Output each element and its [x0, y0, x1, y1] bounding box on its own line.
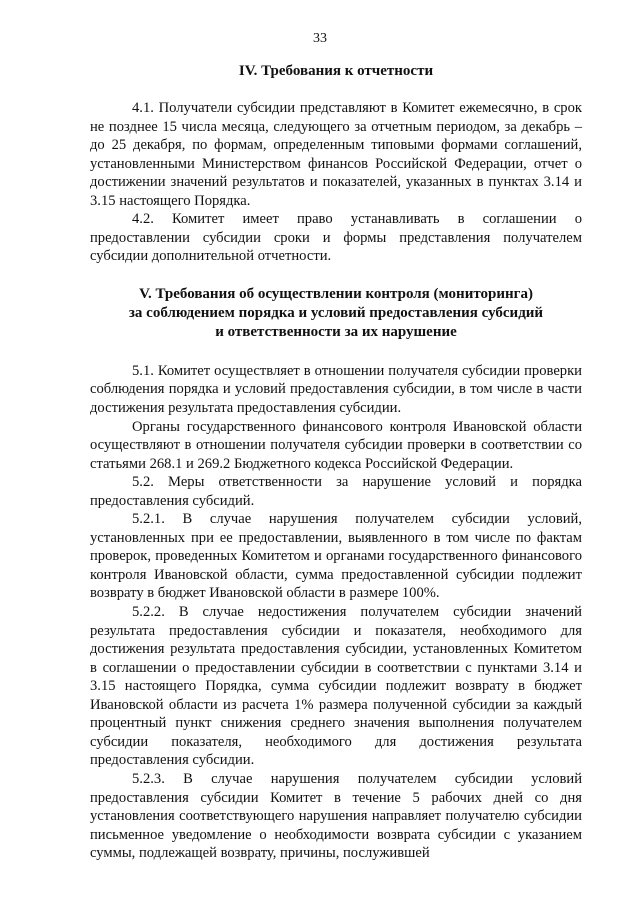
section-5-heading-line-1: V. Требования об осуществлении контроля (мониторинга)	[139, 285, 533, 302]
section-5-body	[90, 362, 582, 863]
paragraph-5-2-3: 5.2.3. В случае нарушения получателем субсидии условий предоставления субсидии Комитет в течение 5 рабочих дней со дня установления соответствующего нарушения направляет получателю субсидии письменное уведомление о необходимости возврата субсидии с указанием суммы, подлежащей возврату, причины, послужившей	[90, 770, 582, 862]
section-5-heading	[90, 285, 582, 342]
paragraph-5-1: 5.1. Комитет осуществляет в отношении получателя субсидии проверки соблюдения порядка и условий предоставления субсидии, в том числе в части достижения результата предоставления субсидии.	[90, 362, 582, 417]
paragraph-control-bodies: Органы государственного финансового контроля Ивановской области осуществляют в отношении получателя субсидии проверки в соответствии со статьями 268.1 и 269.2 Бюджетного кодекса Российской Федерации.	[90, 418, 582, 472]
section-4-body	[90, 99, 582, 266]
paragraph-4-1: 4.1. Получатели субсидии представляют в Комитет ежемесячно, в срок не позднее 15 числа месяца, следующего за отчетным периодом, за декабрь – до 25 декабря, по формам, определенным типовыми формами соглашений, установленными Министерством финансов Российской Федерации, отчет о достижении значений результатов и показателей, указанных в пунктах 3.14 и 3.15 настоящего Порядка.	[90, 100, 582, 209]
section-5-heading-line-3: и ответственности за их нарушение	[215, 323, 457, 340]
section-5-heading-line-2: за соблюдением порядка и условий предоставления субсидий	[128, 304, 544, 321]
paragraph-5-2-2: 5.2.2. В случае недостижения получателем субсидии значений результата предоставления субсидии и показателя, необходимого для достижения результата предоставления субсидии, установленных Комитетом в соглашении о предоставлении субсидии в соответствии с пунктами 3.14 и 3.15 настоящего Порядка, сумма субсидии подлежит возврату в бюджет Ивановской области из расчета 1% размера полученной субсидии за каждый процентный пункт снижения среднего значения выполнения получателем субсидии показателя, необходимого для достижения результата предоставления субсидии.	[90, 604, 582, 769]
section-4-heading: IV. Требования к отчетности	[238, 63, 434, 79]
page-content	[90, 62, 582, 863]
paragraph-5-2: 5.2. Меры ответственности за нарушение условий и порядка предоставления субсидий.	[90, 474, 582, 509]
paragraph-4-2: 4.2. Комитет имеет право устанавливать в соглашении о предоставлении субсидии сроки и формы представления получателем субсидии дополнительной отчетности.	[90, 211, 582, 265]
page-number: 33	[313, 31, 327, 46]
paragraph-5-2-1: 5.2.1. В случае нарушения получателем субсидии условий, установленных при ее предоставлении, выявленного в том числе по фактам проверок, проведенных Комитетом и органами государственного финансового контроля Ивановской области, сумма предоставленной субсидии подлежит возврату в бюджет Ивановской области в размере 100%.	[90, 511, 582, 602]
